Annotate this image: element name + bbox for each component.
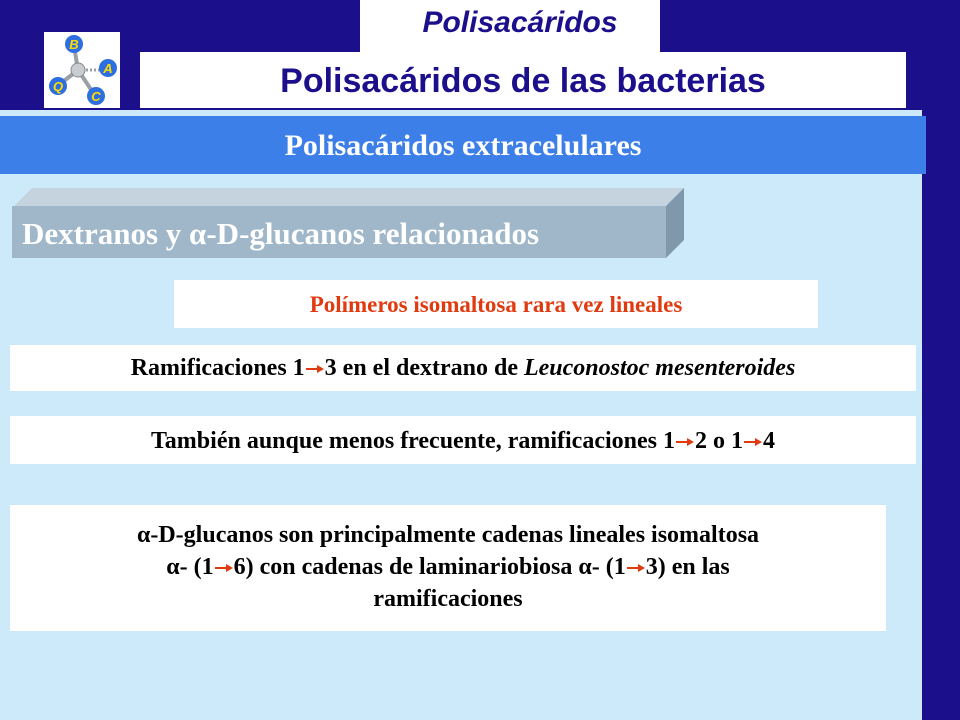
logo-letter-q: Q — [52, 79, 64, 94]
b4-l2a: - (1 — [179, 554, 214, 580]
logo-letter-c: C — [91, 89, 101, 104]
b4-l2d: 3) en las — [645, 554, 730, 580]
page-title: Polisacáridos de las bacterias — [280, 62, 766, 100]
note-branches-1-2-1-4 — [10, 416, 916, 464]
subsection-suffix: -D-glucanos relacionados — [206, 216, 540, 251]
b4-line2 — [10, 551, 886, 583]
supertitle: Polisacáridos — [422, 6, 618, 39]
arrow-icon — [306, 364, 324, 374]
b4-l2c: - (1 — [591, 554, 626, 580]
b4-l2b: 6) con cadenas de laminariobiosa — [233, 554, 579, 580]
logo-letter-a: A — [103, 61, 113, 76]
note-isomaltose-polymers: Polímeros isomaltosa rara vez lineales — [174, 280, 818, 328]
arrow-icon — [676, 437, 694, 447]
b4-line3: ramificaciones — [373, 586, 523, 612]
molecule-logo-icon — [44, 32, 120, 108]
b3-text-c: 4 — [762, 428, 775, 454]
arrow-icon — [215, 563, 233, 573]
b4-line1 — [10, 519, 886, 551]
alpha-symbol: α — [578, 554, 592, 580]
subsection-prefix: Dextranos y — [22, 216, 190, 251]
b3-text-b: 2 o 1 — [694, 428, 743, 454]
right-frame — [922, 0, 960, 720]
note-alpha-glucans — [10, 505, 886, 631]
subsection-title — [22, 206, 539, 258]
b2-species: Leuconostoc mesenteroides — [523, 355, 796, 381]
alpha-symbol: α — [136, 522, 151, 548]
molecule-logo — [44, 32, 120, 108]
note-branches-1-3 — [10, 345, 916, 391]
alpha-symbol: α — [189, 216, 207, 251]
alpha-symbol: α — [166, 554, 180, 580]
section-title: Polisacáridos extracelulares — [284, 129, 642, 162]
logo-letter-b: B — [69, 37, 79, 52]
b2-text-a: Ramificaciones 1 — [130, 355, 305, 381]
b3-text-a: También aunque menos frecuente, ramificaciones 1 — [151, 428, 675, 454]
arrow-icon — [744, 437, 762, 447]
b4-line1-text: -D-glucanos son principalmente cadenas lineales isomaltosa — [150, 522, 760, 548]
arrow-icon — [627, 563, 645, 573]
b2-text-b: 3 en el dextrano de — [324, 355, 524, 381]
